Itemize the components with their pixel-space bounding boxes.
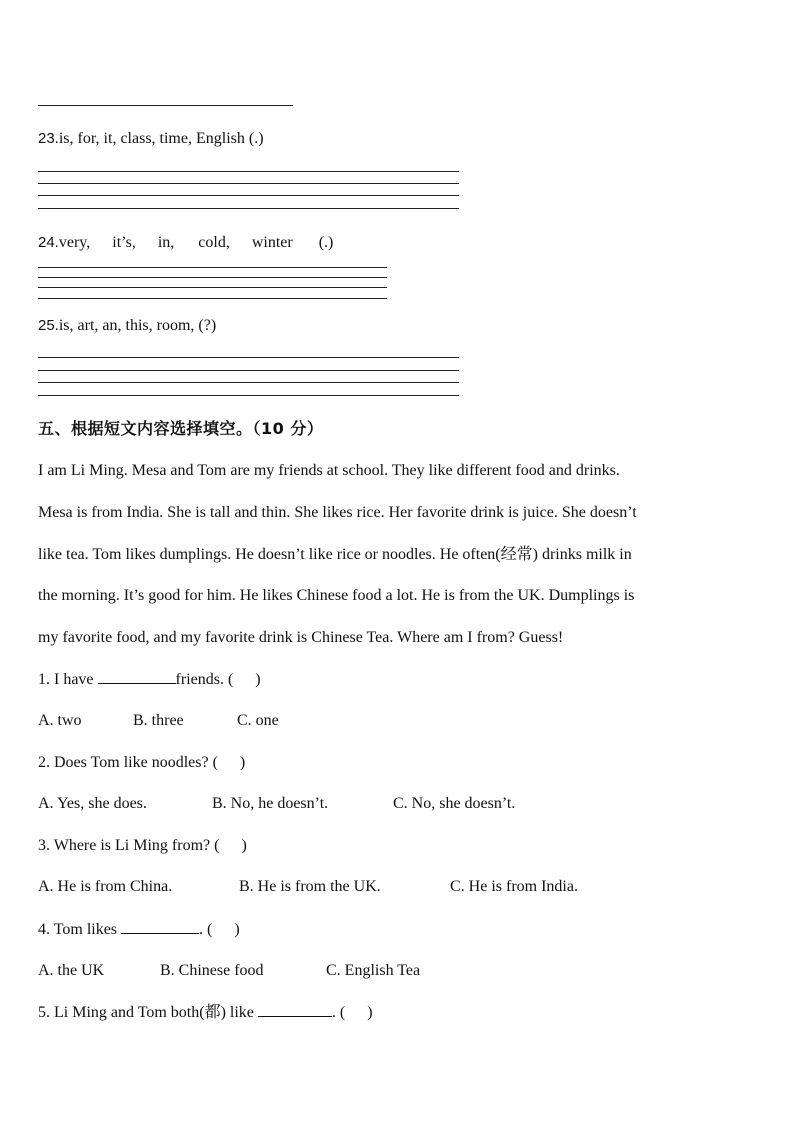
q2-option-c[interactable]: C. No, she doesn’t. (393, 795, 516, 812)
passage-line-1: I am Li Ming. Mesa and Tom are my friends at school. They like different food and drinks. (38, 462, 620, 479)
q25-words: is, art, an, this, room, (?) (58, 317, 217, 334)
q3-text: 3. Where is Li Ming from? ( (38, 837, 220, 854)
passage-line-4: the morning. It’s good for him. He likes Chinese food a lot. He is from the UK. Dumplings is (38, 587, 635, 604)
q1-text-post: friends. ( (175, 671, 234, 688)
q24-word-2: it’s, (112, 234, 136, 251)
q23-answer-line-2[interactable] (38, 183, 459, 184)
q4-blank[interactable] (121, 919, 199, 934)
section5-heading: 五、根据短文内容选择填空。（10 分） (38, 419, 324, 438)
answer-line-prev (38, 105, 293, 106)
q24-number: 24. (38, 234, 59, 251)
passage-line-5: my favorite food, and my favorite drink is Chinese Tea. Where am I from? Guess! (38, 629, 564, 646)
q24-word-1: very, (58, 234, 91, 251)
q2-option-a[interactable]: A. Yes, she does. (38, 795, 147, 812)
q24-answer-line-1[interactable] (38, 267, 387, 268)
q23-answer-line-3[interactable] (38, 195, 459, 196)
q2-text: 2. Does Tom like noodles? ( (38, 754, 218, 771)
q1-blank[interactable] (98, 669, 176, 684)
q23-answer-line-1[interactable] (38, 171, 459, 172)
passage-line-3: like tea. Tom likes dumplings. He doesn’t like rice or noodles. He often(经常) drinks milk in (38, 546, 632, 563)
q2-paren-close: ) (239, 754, 246, 771)
q4-paren-close: ) (234, 921, 240, 938)
q1-text: 1. I have (38, 671, 98, 688)
q24-word-4: cold, (198, 234, 230, 251)
q24-word-3: in, (157, 234, 175, 251)
q25-number: 25. (38, 317, 59, 334)
q23-answer-line-4[interactable] (38, 208, 459, 209)
q23-words: is, for, it, class, time, English (.) (58, 130, 264, 147)
q25-answer-line-3[interactable] (38, 382, 459, 383)
q3-option-a[interactable]: A. He is from China. (38, 878, 173, 895)
q25-prompt (38, 316, 216, 336)
q3-paren-close: ) (241, 837, 247, 854)
q3-option-b[interactable]: B. He is from the UK. (239, 878, 381, 895)
q23-prompt (38, 129, 264, 149)
q1-option-a[interactable]: A. two (38, 712, 82, 729)
q25-answer-line-2[interactable] (38, 370, 459, 371)
q24-word-6: (.) (318, 234, 334, 251)
question-4 (38, 919, 240, 940)
q25-answer-line-4[interactable] (38, 395, 459, 396)
q24-answer-line-2[interactable] (38, 277, 387, 278)
q5-blank[interactable] (258, 1002, 332, 1017)
q4-text: 4. Tom likes (38, 921, 122, 938)
passage-line-2: Mesa is from India. She is tall and thin. She likes rice. Her favorite drink is juice. She doesn’t (38, 504, 637, 521)
q4-option-a[interactable]: A. the UK (38, 962, 105, 979)
q4-option-b[interactable]: B. Chinese food (160, 962, 264, 979)
q5-text: 5. Li Ming and Tom both(都) like (38, 1004, 258, 1021)
q24-prompt (38, 233, 333, 253)
q5-text-post: . ( (331, 1004, 346, 1021)
q24-answer-line-3[interactable] (38, 287, 387, 288)
q25-answer-line-1[interactable] (38, 357, 459, 358)
question-3 (38, 836, 247, 856)
q24-word-5: winter (251, 234, 293, 251)
q24-answer-line-4[interactable] (38, 298, 387, 299)
question-5 (38, 1002, 373, 1023)
q1-paren-close: ) (255, 671, 261, 688)
q4-text-post: . ( (199, 921, 213, 938)
q2-option-b[interactable]: B. No, he doesn’t. (212, 795, 329, 812)
question-1 (38, 669, 261, 690)
q1-option-b[interactable]: B. three (133, 712, 184, 729)
q4-option-c[interactable]: C. English Tea (326, 962, 421, 979)
question-2 (38, 753, 245, 773)
q3-option-c[interactable]: C. He is from India. (450, 878, 578, 895)
q1-option-c[interactable]: C. one (237, 712, 279, 729)
q23-number: 23. (38, 130, 59, 147)
q5-paren-close: ) (367, 1004, 373, 1021)
